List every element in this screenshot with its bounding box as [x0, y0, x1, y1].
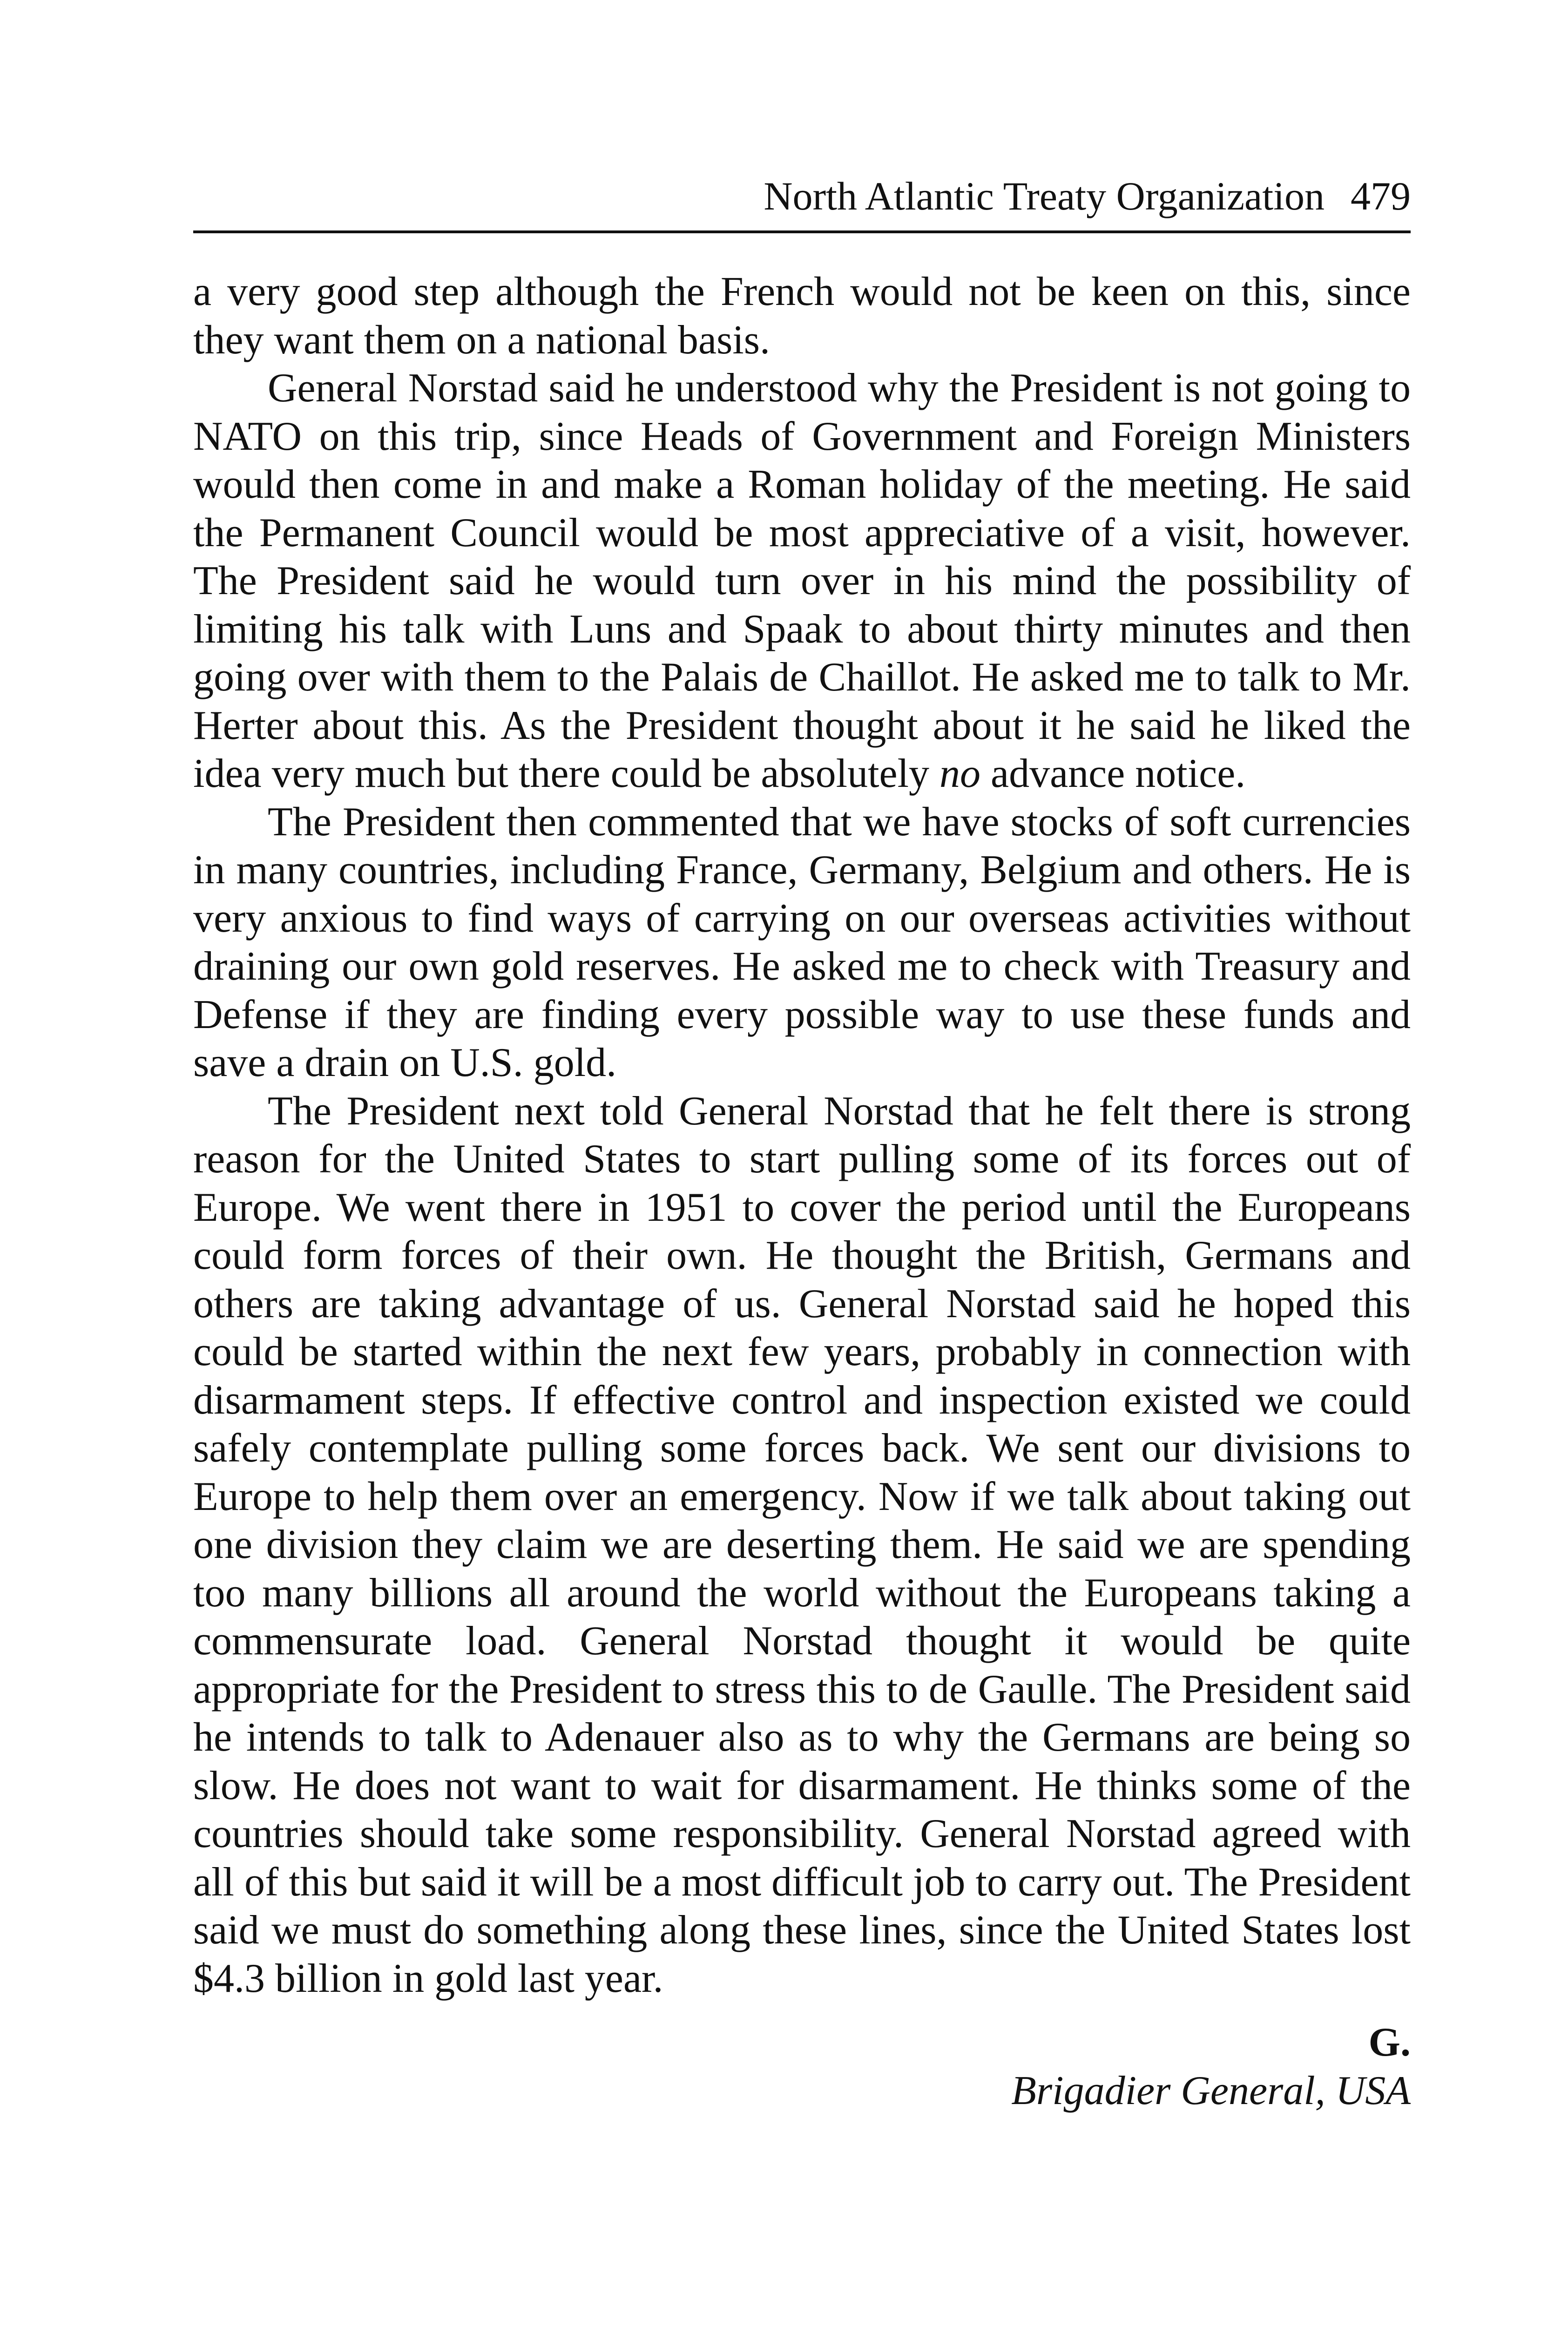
- paragraph: [193, 268, 1411, 364]
- running-header: [193, 176, 1411, 216]
- signature-initial: G.: [1368, 2020, 1411, 2065]
- emphasis-text: no: [939, 751, 981, 796]
- header-rule: [193, 230, 1411, 233]
- body-text: [193, 268, 1411, 2003]
- paragraph-text: General Norstad said he understood why the President is not going to NATO on this trip, since Heads of Government and Foreign Ministers would then come in and make a Roman holiday of the meeting. He said the Permanent Council would be most appreciative of a visit, however. The President said he would turn over in his mind the possibility of limiting his talk with Luns and Spaak to about thirty minutes and then going over with them to the Palais de Chaillot. He asked me to talk to Mr. Herter about this. As the President thought about it he said he liked the idea very much but there could be absolutely: [193, 365, 1411, 796]
- header-title: North Atlantic Treaty Organization: [764, 174, 1325, 218]
- paragraph: [193, 798, 1411, 1087]
- paragraph-text: The President then commented that we have stocks of soft currencies in many countries, including France, Germany, Belgium and others. He is very anxious to find ways of carrying on our overseas activities without draining our own gold reserves. He asked me to check with Treasury and Defense if they are finding every possible way to use these funds and save a drain on U.S. gold.: [193, 799, 1411, 1085]
- paragraph-text: The President next told General Norstad that he felt there is strong reason for the United States to start pulling some of its forces out of Europe. We went there in 1951 to cover the period until the Europeans could form forces of their own. He thought the British, Germans and others are taking advantage of us. General Norstad said he hoped this could be started within the next few years, probably in connection with disarmament steps. If effective control and inspection existed we could safely contemplate pulling some forces back. We sent our divisions to Europe to help them over an emergency. Now if we talk about taking out one division they claim we are deserting them. He said we are spending too many billions all around the world without the Europeans taking a commensurate load. General Norstad thought it would be quite appropriate for the President to stress this to de Gaulle. The President said he intends to talk to Adenauer also as to why the Germans are being so slow. He does not want to wait for disarmament. He thinks some of the countries should take some responsibility. General Norstad agreed with all of this but said it will be a most difficult job to carry out. The President said we must do something along these lines, since the United States lost $4.3 billion in gold last year.: [193, 1088, 1411, 2001]
- signature-block: [193, 2018, 1411, 2115]
- signature-rank: Brigadier General, USA: [1011, 2068, 1411, 2113]
- paragraph-text: a very good step although the French would not be keen on this, since they want them on a national basis.: [193, 269, 1411, 363]
- page-number: 479: [1351, 174, 1411, 218]
- paragraph: [193, 364, 1411, 798]
- paragraph-text: advance notice.: [980, 751, 1246, 796]
- paragraph: [193, 1087, 1411, 2003]
